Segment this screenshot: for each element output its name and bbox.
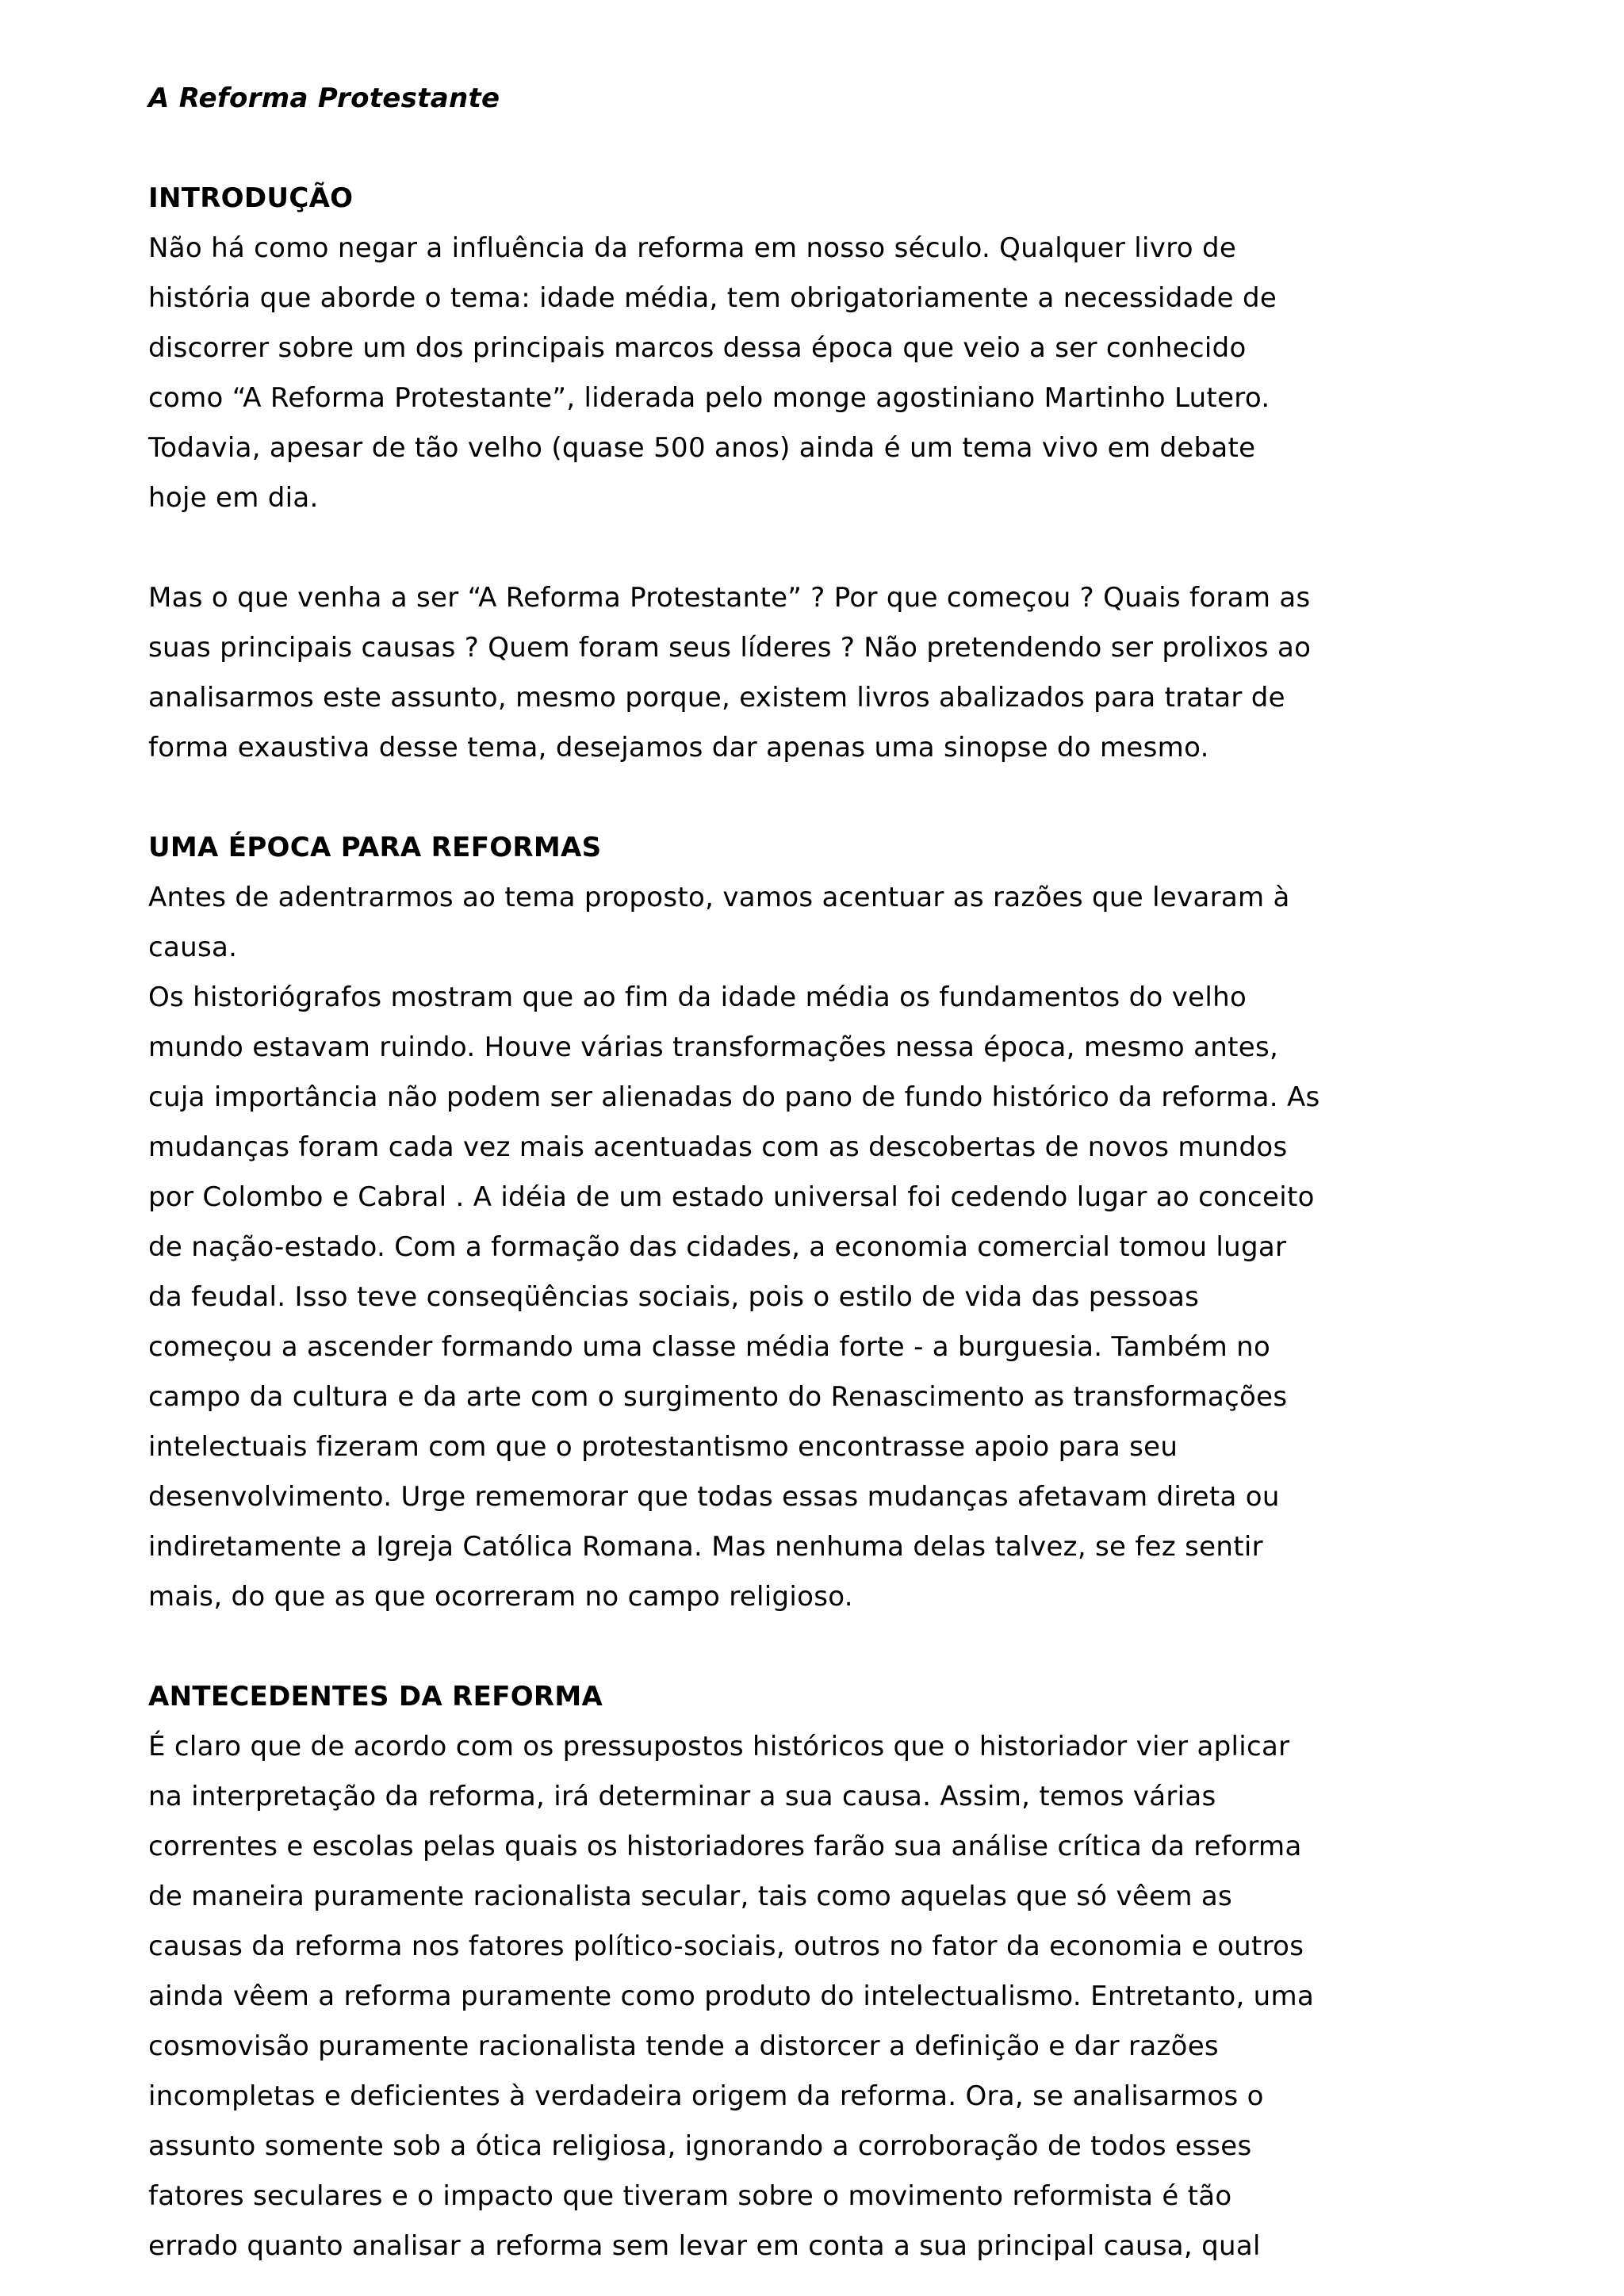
text-line: cosmovisão puramente racionalista tende a distorcer a definição e dar razões	[148, 2030, 1219, 2062]
text-line: analisarmos este assunto, mesmo porque, existem livros abalizados para tratar de	[148, 682, 1285, 714]
spacer	[148, 523, 1338, 573]
text-line: Todavia, apesar de tão velho (quase 500 anos) ainda é um tema vivo em debate	[148, 432, 1256, 464]
text-line: Os historiógrafos mostram que ao fim da idade média os fundamentos do velho	[148, 982, 1247, 1013]
text-line: assunto somente sob a ótica religiosa, ignorando a corroboração de todos esses	[148, 2130, 1252, 2162]
text-line: causas da reforma nos fatores político-sociais, outros no fator da economia e outros	[148, 1931, 1304, 1962]
paragraph	[148, 873, 1338, 973]
text-line: incompletas e deficientes à verdadeira origem da reforma. Ora, se analisarmos o	[148, 2080, 1264, 2112]
section-introducao	[148, 174, 1338, 773]
text-line: cuja importância não podem ser alienadas do pano de fundo histórico da reforma. As	[148, 1081, 1320, 1113]
spacer	[148, 124, 1338, 174]
text-line: começou a ascender formando uma classe média forte - a burguesia. Também no	[148, 1331, 1271, 1363]
document-title: A Reforma Protestante	[148, 82, 500, 114]
spacer	[148, 1622, 1338, 1672]
text-line: na interpretação da reforma, irá determinar a sua causa. Assim, temos várias	[148, 1781, 1216, 1812]
text-line: Antes de adentrarmos ao tema proposto, vamos acentuar as razões que levaram à	[148, 882, 1290, 913]
text-line: mudanças foram cada vez mais acentuadas com as descobertas de novos mundos	[148, 1131, 1288, 1163]
text-line: Não há como negar a influência da reforma em nosso século. Qualquer livro de	[148, 232, 1237, 264]
text-line: causa.	[148, 932, 238, 963]
text-line: errado quanto analisar a reforma sem levar em conta a sua principal causa, qual	[148, 2230, 1261, 2262]
text-line: campo da cultura e da arte com o surgimento do Renascimento as transformações	[148, 1381, 1288, 1413]
text-line: indiretamente a Igreja Católica Romana. Mas nenhuma delas talvez, se fez sentir	[148, 1531, 1263, 1563]
text-line: de nação-estado. Com a formação das cidades, a economia comercial tomou lugar	[148, 1231, 1287, 1263]
text-line: fatores seculares e o impacto que tiveram sobre o movimento reformista é tão	[148, 2180, 1232, 2212]
paragraph	[148, 1722, 1338, 2271]
paragraph	[148, 224, 1338, 523]
paragraph	[148, 973, 1338, 1622]
text-line: da feudal. Isso teve conseqüências sociais, pois o estilo de vida das pessoas	[148, 1281, 1200, 1313]
section-uma-epoca-para-reformas	[148, 823, 1338, 1622]
paragraph	[148, 573, 1338, 773]
text-line: mundo estavam ruindo. Houve várias transformações nessa época, mesmo antes,	[148, 1031, 1279, 1063]
text-line: É claro que de acordo com os pressupostos históricos que o historiador vier aplicar	[148, 1731, 1290, 1762]
section-heading: INTRODUÇÃO	[148, 182, 354, 214]
text-line: história que aborde o tema: idade média, tem obrigatoriamente a necessidade de	[148, 282, 1277, 314]
text-line: correntes e escolas pelas quais os historiadores farão sua análise crítica da reforma	[148, 1831, 1302, 1862]
section-heading: UMA ÉPOCA PARA REFORMAS	[148, 832, 602, 863]
text-line: discorrer sobre um dos principais marcos dessa época que veio a ser conhecido	[148, 332, 1247, 364]
text-line: de maneira puramente racionalista secular, tais como aquelas que só vêem as	[148, 1881, 1233, 1912]
text-line: por Colombo e Cabral . A idéia de um estado universal foi cedendo lugar ao conceito	[148, 1181, 1315, 1213]
spacer	[148, 773, 1338, 823]
document-body	[148, 74, 1338, 2271]
text-line: hoje em dia.	[148, 482, 319, 514]
text-line: Mas o que venha a ser “A Reforma Protestante” ? Por que começou ? Quais foram as	[148, 582, 1311, 614]
text-line: mais, do que as que ocorreram no campo religioso.	[148, 1581, 853, 1613]
section-heading: ANTECEDENTES DA REFORMA	[148, 1681, 603, 1712]
text-line: ainda vêem a reforma puramente como produto do intelectualismo. Entretanto, uma	[148, 1980, 1315, 2012]
text-line: desenvolvimento. Urge rememorar que todas essas mudanças afetavam direta ou	[148, 1481, 1280, 1513]
text-line: suas principais causas ? Quem foram seus líderes ? Não pretendendo ser prolixos ao	[148, 632, 1312, 664]
text-line: forma exaustiva desse tema, desejamos dar apenas uma sinopse do mesmo.	[148, 732, 1209, 763]
text-line: como “A Reforma Protestante”, liderada pelo monge agostiniano Martinho Lutero.	[148, 382, 1270, 414]
text-line: intelectuais fizeram com que o protestantismo encontrasse apoio para seu	[148, 1431, 1178, 1463]
section-antecedentes-da-reforma	[148, 1672, 1338, 2271]
